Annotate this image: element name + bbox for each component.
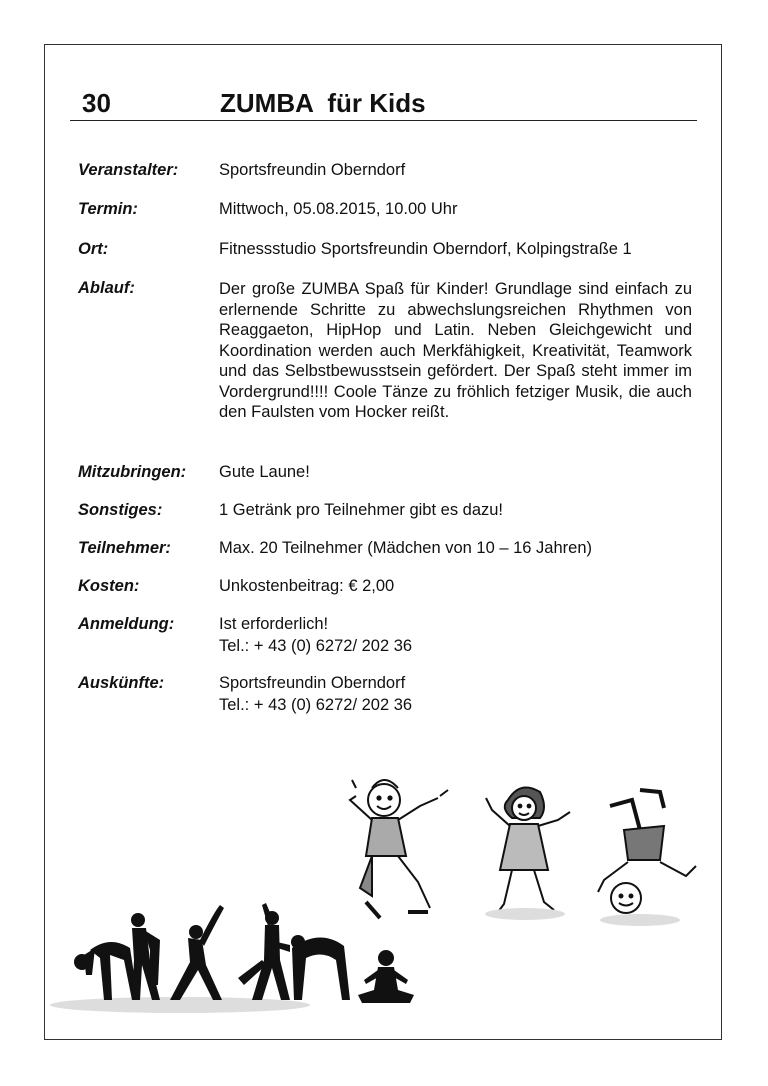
silhouette-leg-hug (131, 913, 160, 1000)
field-value: Mittwoch, 05.08.2015, 10.00 Uhr (219, 200, 458, 218)
dancing-girl-illustration (485, 788, 570, 921)
field-label: Sonstiges: (78, 501, 163, 519)
field-value: Der große ZUMBA Spaß für Kinder! Grundlage sind einfach zu erlernende Schritte zu abwechslungsreichen Rhythmen von Reaggaeton, HipHop und Latin. Neben Gleichgewicht und Koordination werden auch Merkfähigkeit, Kreativität, Teamwork und das Selbstbewusstsein gefördert. Der Spaß steht immer im Vordergrund!!!! Coole Tänze zu fröhlich fetziger Musik, die auch den Faulsten vom Hocker reißt. (219, 280, 692, 421)
field-label: Ort: (78, 240, 109, 258)
field-label: Anmeldung: (78, 615, 175, 633)
field-label: Termin: (78, 200, 138, 218)
field-value-line: Tel.: + 43 (0) 6272/ 202 36 (219, 696, 413, 714)
page-number: 30 (82, 88, 111, 118)
field-value-line: Sportsfreundin Oberndorf (219, 674, 406, 692)
page-title: ZUMBA für Kids (220, 88, 426, 118)
silhouette-lunge (238, 903, 290, 1000)
field-label: Mitzubringen: (78, 463, 187, 481)
field-label: Teilnehmer: (78, 539, 171, 557)
field-value: 1 Getränk pro Teilnehmer gibt es dazu! (219, 501, 504, 519)
field-value-line: Tel.: + 43 (0) 6272/ 202 36 (219, 637, 413, 655)
breakdancing-kid-illustration (598, 790, 696, 926)
field-value: Max. 20 Teilnehmer (Mädchen von 10 – 16 Jahren) (219, 539, 592, 557)
field-label: Veranstalter: (78, 161, 179, 179)
silhouette-forward-bend (74, 942, 138, 1000)
field-label: Auskünfte: (78, 674, 165, 692)
field-label: Ablauf: (78, 279, 135, 297)
field-value: Gute Laune! (219, 463, 310, 481)
field-value-line: Ist erforderlich! (219, 615, 329, 633)
silhouette-side-stretch (170, 905, 224, 1000)
field-value: Unkostenbeitrag: € 2,00 (219, 577, 395, 595)
silhouette-meditation (358, 950, 414, 1003)
yoga-silhouettes-illustration (50, 903, 414, 1013)
field-label: Kosten: (78, 577, 140, 595)
field-value: Fitnessstudio Sportsfreundin Oberndorf, Kolpingstraße 1 (219, 240, 632, 258)
field-value: Sportsfreundin Oberndorf (219, 161, 406, 179)
dancing-boy-illustration (350, 780, 448, 918)
